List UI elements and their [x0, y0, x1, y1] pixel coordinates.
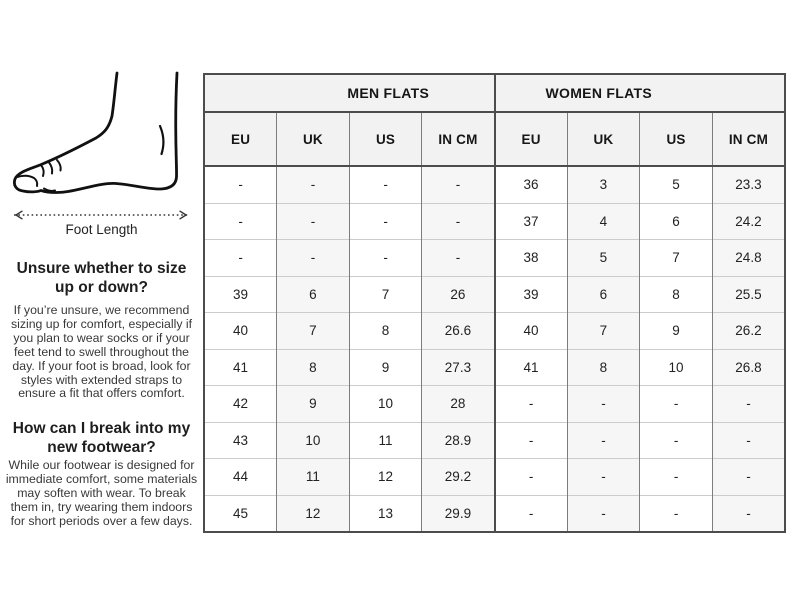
size-cell: 4 [567, 203, 640, 240]
size-cell: 9 [640, 313, 713, 350]
size-cell: 29.2 [422, 459, 495, 496]
size-cell: 28.9 [422, 422, 495, 459]
size-cell: 5 [640, 166, 713, 203]
size-cell: 26.8 [712, 349, 785, 386]
size-cell: 40 [495, 313, 568, 350]
size-cell: 8 [277, 349, 350, 386]
men-flats-header: MEN FLATS [204, 74, 495, 112]
size-cell: 7 [567, 313, 640, 350]
size-cell: - [422, 240, 495, 277]
foot-length-arrow-icon [8, 209, 194, 221]
size-table-row [204, 203, 785, 240]
size-cell: 40 [204, 313, 277, 350]
size-cell: - [712, 386, 785, 423]
size-cell: 28 [422, 386, 495, 423]
women-flats-header: WOMEN FLATS [495, 74, 786, 112]
size-cell: 45 [204, 495, 277, 532]
size-cell: - [204, 203, 277, 240]
size-cell: 39 [204, 276, 277, 313]
size-cell: 23.3 [712, 166, 785, 203]
column-header-row [204, 112, 785, 166]
men-us-column-header: US [349, 112, 422, 166]
size-cell: 8 [640, 276, 713, 313]
size-table-row [204, 313, 785, 350]
size-cell: - [204, 240, 277, 277]
size-cell: 9 [349, 349, 422, 386]
size-cell: 3 [567, 166, 640, 203]
size-cell: 26.2 [712, 313, 785, 350]
break-in-question-body: While our footwear is designed for immediate comfort, some materials may soften with wear. To break them in, try wearing them indoors for short periods over a few days. [5, 458, 198, 528]
size-cell: 10 [349, 386, 422, 423]
size-cell: - [495, 459, 568, 496]
size-cell: - [640, 495, 713, 532]
size-cell: 12 [349, 459, 422, 496]
women-us-column-header: US [640, 112, 713, 166]
size-cell: 24.8 [712, 240, 785, 277]
women-eu-column-header: EU [495, 112, 568, 166]
size-cell: 13 [349, 495, 422, 532]
size-cell: 12 [277, 495, 350, 532]
size-cell: - [712, 495, 785, 532]
size-cell: - [422, 203, 495, 240]
size-cell: - [349, 203, 422, 240]
size-cell: 25.5 [712, 276, 785, 313]
size-cell: - [277, 240, 350, 277]
size-cell: - [495, 495, 568, 532]
size-cell: 39 [495, 276, 568, 313]
size-cell: 5 [567, 240, 640, 277]
size-cell: - [495, 422, 568, 459]
measurement-panel [0, 0, 203, 599]
size-cell: 37 [495, 203, 568, 240]
foot-side-outline-icon [10, 71, 192, 203]
size-cell: 41 [204, 349, 277, 386]
size-cell: - [567, 459, 640, 496]
women-cm-column-header: IN CM [712, 112, 785, 166]
size-table-row [204, 386, 785, 423]
size-cell: 7 [640, 240, 713, 277]
size-cell: 27.3 [422, 349, 495, 386]
size-cell: - [349, 166, 422, 203]
men-uk-column-header: UK [277, 112, 350, 166]
size-cell: 7 [277, 313, 350, 350]
size-cell: - [238, 177, 243, 193]
size-cell: 10 [277, 422, 350, 459]
size-table-row [204, 422, 785, 459]
size-table-row [204, 495, 785, 532]
size-cell: - [277, 166, 350, 203]
size-cell: 11 [277, 459, 350, 496]
size-cell: 9 [277, 386, 350, 423]
size-cell: 11 [349, 422, 422, 459]
size-cell: 26.6 [422, 313, 495, 350]
group-header-row [204, 74, 785, 112]
size-cell: 24.2 [712, 203, 785, 240]
size-cell: 8 [567, 349, 640, 386]
size-cell: 6 [640, 203, 713, 240]
size-cell: - [567, 386, 640, 423]
size-table-row [204, 276, 785, 313]
size-cell: 26 [422, 276, 495, 313]
size-table-row [204, 240, 785, 277]
size-cell: - [422, 166, 495, 203]
size-cell: 38 [495, 240, 568, 277]
size-cell: 6 [567, 276, 640, 313]
size-cell: - [567, 495, 640, 532]
size-cell: - [277, 203, 350, 240]
women-uk-column-header: UK [567, 112, 640, 166]
size-table-body [204, 166, 785, 532]
foot-length-label: Foot Length [65, 222, 138, 237]
men-eu-column-header: EU [204, 112, 277, 166]
size-cell: 43 [204, 422, 277, 459]
size-chart-table [203, 73, 786, 533]
size-cell: 10 [640, 349, 713, 386]
size-cell: 44 [204, 459, 277, 496]
break-in-question-heading: How can I break into my new footwear? [12, 420, 191, 456]
size-cell: 7 [349, 276, 422, 313]
men-cm-column-header: IN CM [422, 112, 495, 166]
size-cell: 41 [495, 349, 568, 386]
size-table-row [204, 349, 785, 386]
size-cell: - [712, 422, 785, 459]
size-cell: - [640, 422, 713, 459]
size-cell: - [567, 422, 640, 459]
size-cell: 36 [495, 166, 568, 203]
size-cell: - [349, 240, 422, 277]
sizing-question-heading: Unsure whether to size up or down? [16, 260, 187, 296]
size-cell: 8 [349, 313, 422, 350]
size-table-row [204, 166, 785, 203]
sizing-question-body: If you’re unsure, we recommend sizing up for comfort, especially if you plan to wear socks or if your feet tend to swell throughout the day. If your foot is broad, look for styles with extended straps to ensure a fit that offers comfort. [10, 303, 193, 401]
size-cell: - [640, 386, 713, 423]
size-table-row [204, 459, 785, 496]
size-cell: - [495, 386, 568, 423]
size-cell: 29.9 [422, 495, 495, 532]
size-cell: - [712, 459, 785, 496]
size-cell: 6 [277, 276, 350, 313]
size-cell: - [640, 459, 713, 496]
size-cell: 42 [204, 386, 277, 423]
